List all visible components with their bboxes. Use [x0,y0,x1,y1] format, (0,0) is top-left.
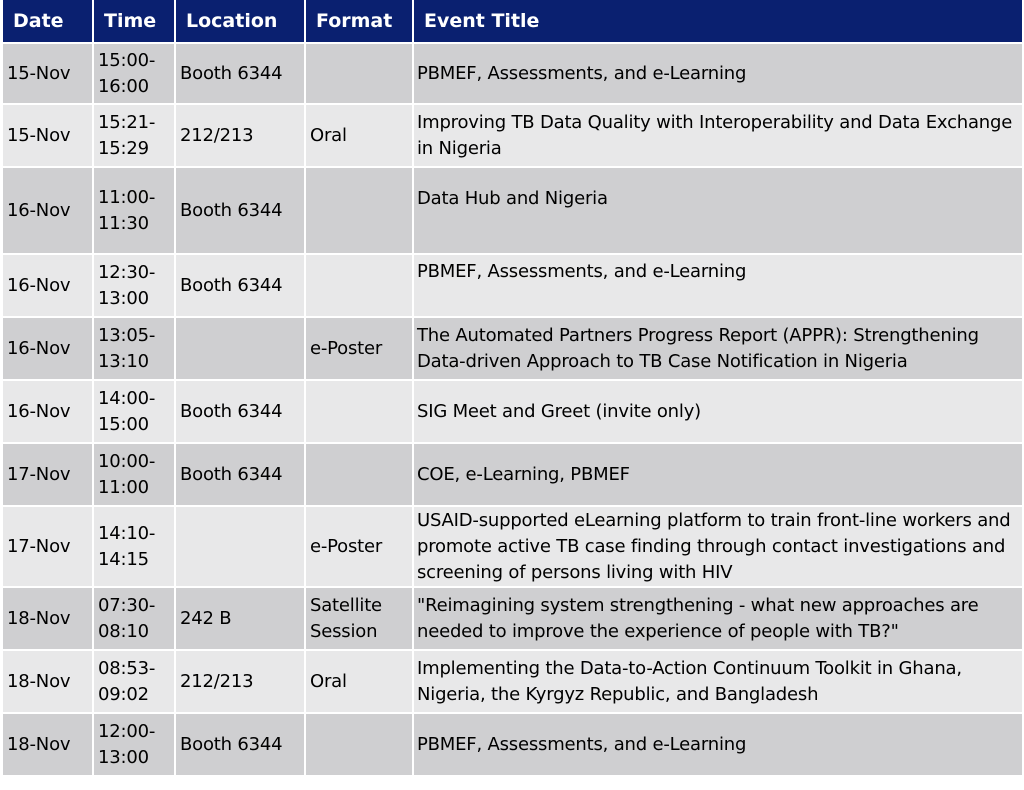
cell-date: 17-Nov [2,506,93,587]
time-start: 14:10- [98,522,156,544]
table-row [2,317,1023,380]
time-end: 11:00 [98,476,149,498]
table-row [2,167,1023,254]
table-row [2,43,1023,104]
event-schedule-table [1,0,1024,777]
time-end: 15:00 [98,413,149,435]
cell-time [93,443,175,506]
cell-time [93,317,175,380]
table-header [2,0,1023,43]
cell-event-title: SIG Meet and Greet (invite only) [413,380,1023,443]
cell-date: 18-Nov [2,713,93,776]
cell-date: 18-Nov [2,587,93,650]
cell-location [175,317,305,380]
time-end: 14:15 [98,548,149,570]
table-row [2,380,1023,443]
cell-format [305,443,413,506]
time-start: 13:05- [98,324,156,346]
time-end: 08:10 [98,620,149,642]
cell-date: 16-Nov [2,254,93,317]
cell-format: Oral [305,104,413,167]
time-start: 08:53- [98,657,156,679]
cell-format [305,380,413,443]
time-start: 11:00- [98,186,156,208]
cell-location: Booth 6344 [175,380,305,443]
cell-event-title: PBMEF, Assessments, and e-Learning [413,254,1023,317]
time-start: 10:00- [98,450,156,472]
cell-location: Booth 6344 [175,43,305,104]
time-end: 15:29 [98,137,149,159]
time-end: 13:10 [98,350,149,372]
table-row [2,104,1023,167]
cell-event-title: Implementing the Data-to-Action Continuum Toolkit in Ghana, Nigeria, the Kyrgyz Republic, and Bangladesh [413,650,1023,713]
cell-event-title: PBMEF, Assessments, and e-Learning [413,43,1023,104]
table-row [2,443,1023,506]
table-row [2,587,1023,650]
table-row [2,713,1023,776]
cell-format: Oral [305,650,413,713]
cell-event-title: "Reimagining system strengthening - what new approaches are needed to improve the experience of people with TB?" [413,587,1023,650]
cell-event-title: Data Hub and Nigeria [413,167,1023,254]
cell-event-title: COE, e-Learning, PBMEF [413,443,1023,506]
cell-time [93,43,175,104]
cell-time [93,587,175,650]
cell-date: 18-Nov [2,650,93,713]
cell-date: 15-Nov [2,104,93,167]
time-start: 14:00- [98,387,156,409]
time-end: 13:00 [98,746,149,768]
cell-time [93,713,175,776]
header-format: Format [305,0,413,43]
cell-date: 16-Nov [2,317,93,380]
cell-event-title: PBMEF, Assessments, and e-Learning [413,713,1023,776]
cell-event-title: The Automated Partners Progress Report (APPR): Strengthening Data-driven Approach to TB Case Notification in Nigeria [413,317,1023,380]
cell-event-title: Improving TB Data Quality with Interoperability and Data Exchange in Nigeria [413,104,1023,167]
cell-format: e-Poster [305,317,413,380]
time-start: 12:30- [98,261,156,283]
cell-location: 212/213 [175,104,305,167]
table-row [2,506,1023,587]
table-body [2,43,1023,776]
header-event-title: Event Title [413,0,1023,43]
header-location: Location [175,0,305,43]
cell-format: e-Poster [305,506,413,587]
cell-format [305,713,413,776]
time-end: 09:02 [98,683,149,705]
cell-time [93,254,175,317]
header-time: Time [93,0,175,43]
cell-date: 16-Nov [2,167,93,254]
cell-event-title: USAID-supported eLearning platform to train front-line workers and promote active TB case finding through contact investigations and screening of persons living with HIV [413,506,1023,587]
cell-location [175,506,305,587]
cell-location: Booth 6344 [175,713,305,776]
header-date: Date [2,0,93,43]
cell-location: Booth 6344 [175,167,305,254]
time-end: 13:00 [98,287,149,309]
header-row [2,0,1023,43]
time-start: 07:30- [98,594,156,616]
cell-date: 17-Nov [2,443,93,506]
cell-time [93,104,175,167]
cell-time [93,650,175,713]
cell-format [305,43,413,104]
cell-location: Booth 6344 [175,254,305,317]
time-end: 11:30 [98,212,149,234]
cell-format: Satellite Session [305,587,413,650]
cell-time [93,167,175,254]
time-start: 15:00- [98,49,156,71]
table-row [2,650,1023,713]
time-start: 12:00- [98,720,156,742]
time-end: 16:00 [98,75,149,97]
cell-format [305,167,413,254]
cell-time [93,380,175,443]
cell-date: 16-Nov [2,380,93,443]
cell-format [305,254,413,317]
cell-date: 15-Nov [2,43,93,104]
cell-location: Booth 6344 [175,443,305,506]
cell-time [93,506,175,587]
table-row [2,254,1023,317]
cell-location: 212/213 [175,650,305,713]
cell-location: 242 B [175,587,305,650]
time-start: 15:21- [98,111,156,133]
